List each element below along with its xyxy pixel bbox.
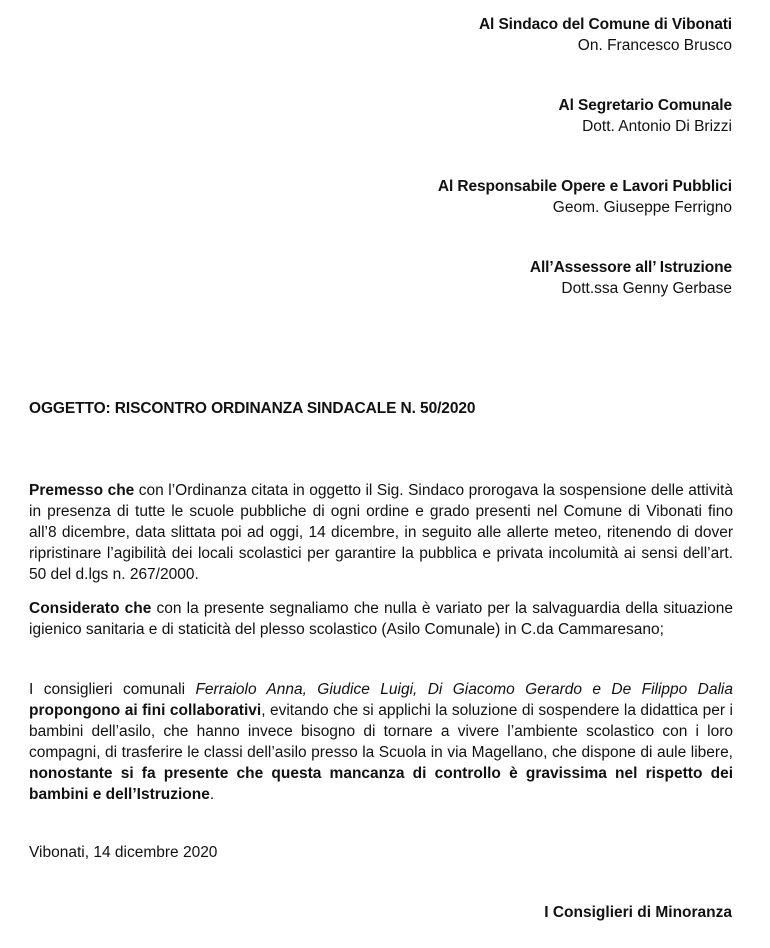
dateline: Vibonati, 14 dicembre 2020	[29, 844, 218, 861]
proposal-phrase: propongono ai fini collaborativi	[29, 702, 262, 719]
paragraph-lead: Considerato che	[29, 600, 152, 617]
recipient-name: Dott. Antonio Di Brizzi	[582, 118, 732, 135]
recipient-secretary	[558, 95, 732, 137]
recipient-name: Dott.ssa Genny Gerbase	[561, 280, 732, 297]
recipient-role: Al Segretario Comunale	[558, 97, 732, 114]
recipient-role: All’Assessore all’ Istruzione	[529, 259, 732, 276]
paragraph-proposal	[29, 679, 733, 805]
paragraph-intro: I consiglieri comunali	[29, 681, 196, 698]
recipient-mayor	[479, 14, 732, 56]
paragraph-text: con l’Ordinanza citata in oggetto il Sig. Sindaco prorogava la sospensione delle attività in presenza di tutte le scuole pubbliche di ogni ordine e grado presenti nel Comune di Vibonati fino all’8 dicembre, data slittata poi ad oggi, 14 dicembre, in seguito alle allerte meteo, ritenendo di dover ripristinare l’agibilità dei locali scolastici per garantire la pubblica e privata incolumità ai sensi dell’art. 50 del d.lgs n. 267/2000.	[29, 482, 733, 583]
letter-subject: OGGETTO: RISCONTRO ORDINANZA SINDACALE N. 50/2020	[29, 400, 476, 417]
recipient-role: Al Responsabile Opere e Lavori Pubblici	[437, 178, 732, 195]
paragraph-premesso	[29, 480, 733, 585]
paragraph-body: , evitando che si applichi la soluzione di sospendere la didattica per i bambini dell’asilo, che hanno invece bisogno di tornare a vivere l’ambiente scolastico con i loro compagni, di trasferire le classi dell’asilo presso la Scuola in via Magellano, che dispone di aule libere,	[29, 702, 733, 761]
paragraph-end: .	[209, 786, 215, 803]
recipient-public-works	[438, 176, 732, 218]
recipient-name: On. Francesco Brusco	[577, 37, 732, 54]
paragraph-considerato	[29, 598, 733, 640]
councillor-names: Ferraiolo Anna, Giudice Luigi, Di Giacomo Gerardo e De Filippo Dalia	[195, 681, 733, 698]
recipient-role: Al Sindaco del Comune di Vibonati	[478, 16, 732, 33]
signature: I Consiglieri di Minoranza	[544, 904, 732, 921]
paragraph-text: con la presente segnaliamo che nulla è variato per la salvaguardia della situazione igienico sanitaria e di staticità del plesso scolastico (Asilo Comunale) in C.da Cammaresano;	[29, 600, 733, 638]
paragraph-lead: Premesso che	[29, 482, 135, 499]
recipient-name: Geom. Giuseppe Ferrigno	[552, 199, 732, 216]
emphasis-phrase: nonostante si fa presente che questa mancanza di controllo è gravissima nel rispetto dei bambini e dell’Istruzione	[29, 765, 733, 803]
recipient-education-assessor	[530, 257, 732, 299]
